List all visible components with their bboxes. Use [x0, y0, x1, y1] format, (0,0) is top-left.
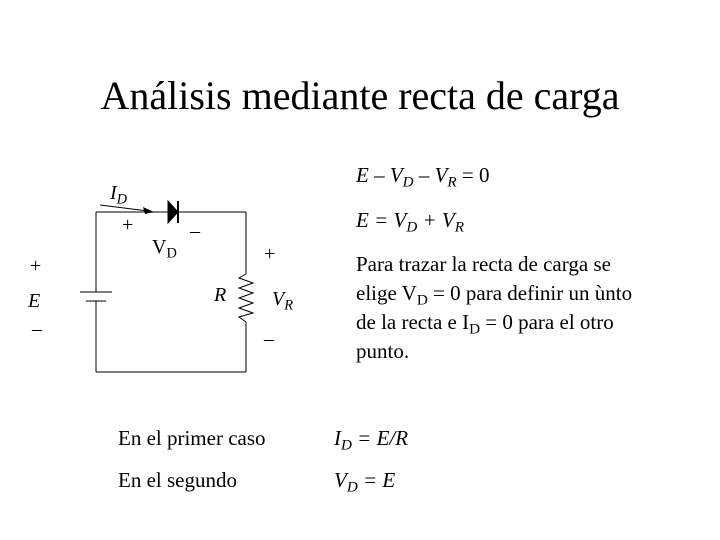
diode-minus-sign: – — [190, 220, 200, 242]
kvl-rearranged-equation: $E = V_D + V_R$ — [356, 208, 464, 236]
paragraph-line-4: punto. — [356, 339, 410, 363]
diode-voltage-label: $V_D$ — [152, 236, 177, 262]
resistor-minus-sign: – — [264, 328, 274, 350]
first-case-result: $I_D = E/R$ — [334, 426, 409, 454]
page-title: Análisis mediante recta de carga — [100, 73, 620, 118]
resistor-zigzag — [239, 274, 253, 322]
source-label: E — [28, 290, 41, 312]
resistor-plus-sign: + — [264, 243, 276, 265]
source-minus-sign: – — [32, 318, 42, 340]
paragraph-line-3: de la recta e $I_D = 0$ para el otro — [356, 310, 614, 338]
load-line-explanation — [356, 250, 706, 366]
diode-symbol — [168, 201, 178, 223]
current-label: $I_D$ — [110, 182, 128, 208]
resistor-voltage-label: $V_R$ — [272, 288, 294, 314]
second-case-result: $V_D = E$ — [334, 468, 396, 496]
kvl-equation: $E - V_D - V_R = 0$ — [356, 163, 490, 191]
second-case-label: En el segundo — [118, 468, 237, 492]
diode-plus-sign: + — [122, 214, 134, 236]
resistor-label: R — [214, 284, 227, 306]
first-case-label: En el primer caso — [118, 426, 266, 450]
current-arrow-head — [143, 207, 154, 214]
paragraph-line-2: elige $V_D = 0$ para definir un ùnto — [356, 281, 633, 309]
source-plus-sign: + — [30, 255, 42, 277]
paragraph-line-1: Para trazar la recta de carga se — [356, 252, 611, 276]
